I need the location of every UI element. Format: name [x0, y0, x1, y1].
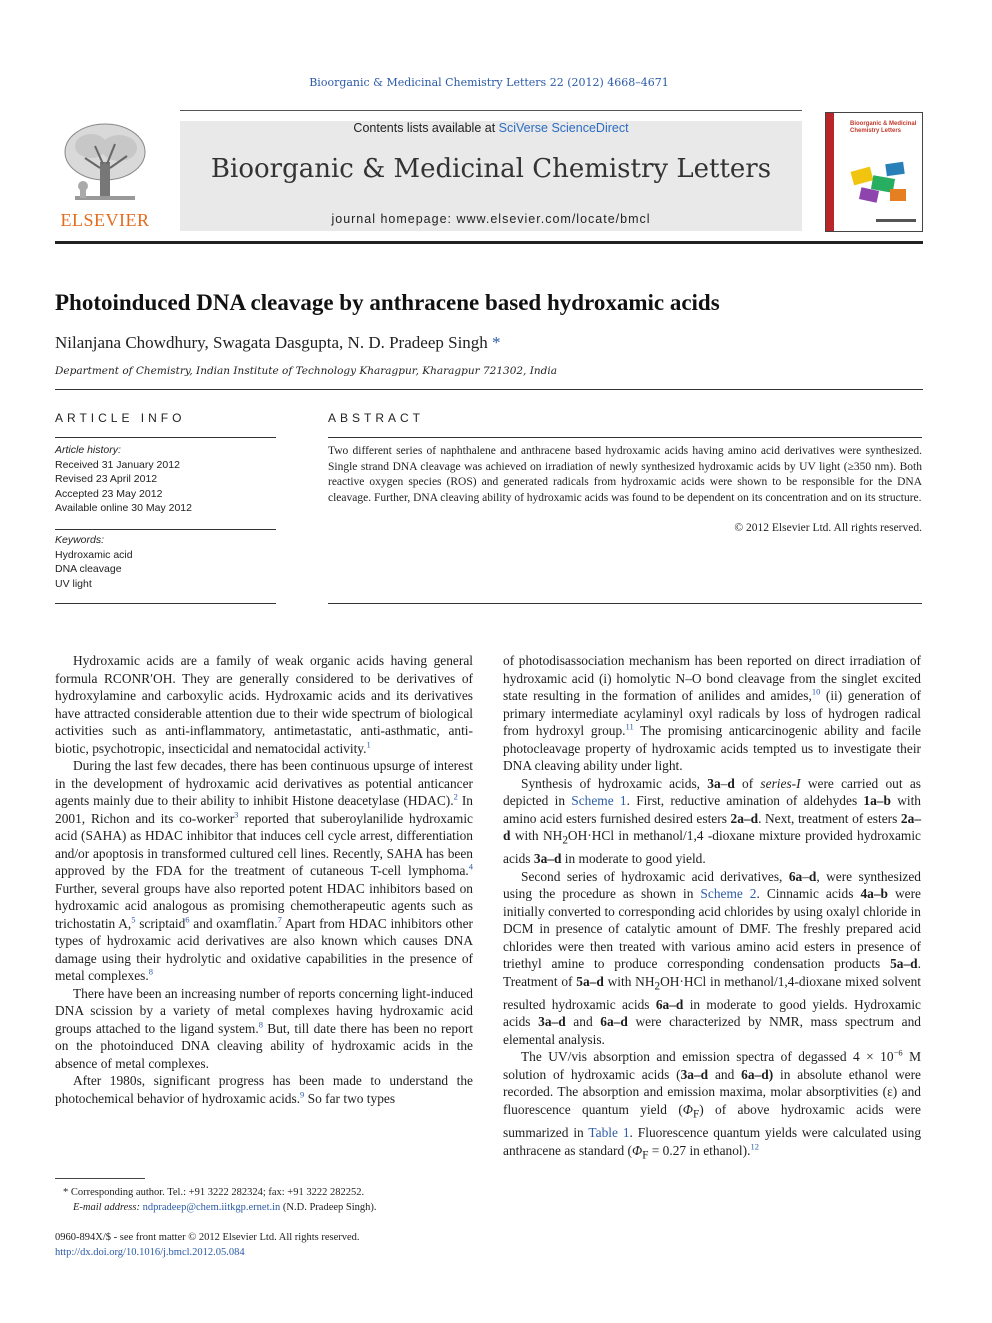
- keyword-item: Hydroxamic acid: [55, 548, 133, 561]
- history-accepted: Accepted 23 May 2012: [55, 487, 163, 500]
- paragraph: Hydroxamic acids are a family of weak organic acids having general formula RCONR′OH. They are generally considered to be derivatives of hydroxylamine and carboxylic acids. Hydroxamic acids and its derivatives have attracted considerable attention due to their wide spectrum of biological activities such as anti-inflammatory, antimetastatic, anti-asthmatic, anti-biotic, psychotropic, insecticidal and nematocidal activity.$^1$: [55, 653, 473, 756]
- cover-footer-mark: [876, 219, 916, 222]
- footnote-rule: [55, 1178, 145, 1179]
- doi-link[interactable]: http://dx.doi.org/10.1016/j.bmcl.2012.05.084: [55, 1247, 245, 1258]
- paragraph: Synthesis of hydroxamic acids, 3a–d of series-I were carried out as depicted in Scheme 1. First, reductive amination of aldehydes 1a–b with amino acid esters furnished desired esters 2a–d. Next, treatment of esters 2a–d with $NH_2OH\cdot HCl$ in methanol/1,4 -dioxane mixture provided hydroxamic acids 3a–d in moderate to good yield.: [503, 775, 922, 867]
- abstract-text: Two different series of naphthalene and anthracene based hydroxamic acids having amino acid derivatives were synthesized. Single strand DNA cleavage was achieved on irradiation of newly synthesized hydroxamic acids by UV light (≥350 nm). Both reactive oxygen species (ROS) and generated radicals from hydroxamic acids were shown to be responsible for the DNA cleavage. Further, DNA cleaving ability of hydroxamic acids was found to be dependent on its concentration and on its structure.: [328, 445, 922, 505]
- history-revised: Revised 23 April 2012: [55, 473, 158, 485]
- affiliation: Department of Chemistry, Indian Institute of Technology Kharagpur, Kharagpur 721302, India: [55, 365, 557, 377]
- abstract-bottom-rule: [328, 603, 922, 604]
- email-suffix: (N.D. Pradeep Singh).: [280, 1202, 377, 1213]
- email-link[interactable]: ndpradeep@chem.iitkgp.ernet.in: [142, 1202, 281, 1213]
- contents-line: [180, 121, 802, 135]
- authors-text: Nilanjana Chowdhury, Swagata Dasgupta, N. D. Pradeep Singh: [55, 333, 488, 352]
- reference-link[interactable]: 7: [277, 914, 282, 925]
- abstract-rule: [328, 437, 922, 438]
- reference-link[interactable]: 8: [258, 1019, 263, 1030]
- keyword-item: DNA cleavage: [55, 563, 122, 575]
- corresponding-author-footnote: [55, 1185, 475, 1215]
- keywords-rule: [55, 529, 276, 530]
- title-divider: [55, 389, 923, 390]
- journal-citation[interactable]: Bioorganic & Medicinal Chemistry Letters 22 (2012) 4668–4671: [309, 76, 669, 89]
- reference-link[interactable]: 10: [811, 686, 821, 697]
- body-column-right: [503, 652, 921, 1165]
- issn-line: 0960-894X/$ - see front matter © 2012 Elsevier Ltd. All rights reserved.: [55, 1232, 360, 1243]
- footnote-contact: Corresponding author. Tel.: +91 3222 282324; fax: +91 3222 282252.: [68, 1187, 365, 1198]
- journal-cover-thumbnail[interactable]: [825, 112, 923, 232]
- abstract-copyright: © 2012 Elsevier Ltd. All rights reserved.: [734, 522, 922, 534]
- article-info-heading: ARTICLE INFO: [55, 411, 186, 425]
- reference-link[interactable]: 12: [750, 1141, 759, 1152]
- keywords: [55, 533, 276, 591]
- corresponding-author-mark[interactable]: *: [492, 333, 501, 352]
- body-column-left: [55, 652, 473, 1107]
- keyword-item: UV light: [55, 577, 92, 590]
- paragraph: of photodisassociation mechanism has been reported on direct irradiation of hydroxamic acid (i) homolytic N–O bond cleavage from the singlet excited state resulting in the formation of anilides and amides,$^{10}$ (ii) generation of primary intermediate acylaminyl oxyl radicals by loss of hydrogen radical from hydroxyl group.$^{11}$ The promising anticarcinogenic ability and facile photocleavage property of hydroxamic acids tempted us to investigate their DNA cleaving ability under light.: [503, 653, 922, 773]
- footnote-mark: *: [63, 1187, 69, 1198]
- journal-title: Bioorganic & Medicinal Chemistry Letters: [210, 154, 772, 184]
- article-title: Photoinduced DNA cleavage by anthracene based hydroxamic acids: [55, 290, 720, 315]
- email-label: E-mail address:: [73, 1202, 143, 1213]
- reference-link[interactable]: 8: [148, 966, 153, 977]
- tree-icon: [55, 118, 155, 210]
- paragraph: After 1980s, significant progress has been made to understand the photochemical behavior of hydroxamic acids.$^9$ So far two types: [55, 1073, 473, 1106]
- article-info-rule: [55, 437, 276, 438]
- reference-link[interactable]: 11: [625, 721, 634, 732]
- author-list: [55, 333, 925, 353]
- header-bottom-rule: [55, 241, 923, 244]
- abstract-heading: ABSTRACT: [328, 411, 425, 425]
- reference-link[interactable]: 3: [234, 809, 239, 820]
- header-top-rule: [180, 110, 802, 111]
- history-online: Available online 30 May 2012: [55, 502, 192, 514]
- paragraph: During the last few decades, there has been continuous upsurge of interest in the development of hydroxamic acid derivatives as potential anticancer agents mainly due to their ability to inhibit Histone deacetylase (HDAC).$^2$ In 2001, Richon and its co-worker$^3$ reported that suberoylanilide hydroxamic acid (SAHA) as HDAC inhibitor that induces cell cycle arrest, differentiation and/or apoptosis in transformed cultured cell lines. Recently, SAHA has been approved by the FDA for the treatment of cutaneous T-cell lymphoma.$^4$ Further, several groups have also reported potent HDAC inhibitors based on hydroxamic acid analogous as promising chemotherapeutic agents such as trichostatin A,$^5$ scriptaid$^6$ and oxamflatin.$^7$ Apart from HDAC inhibitors other types of hydroxamic acid derivatives are also known which causes DNA damage using their hydrolytic and oxidative capabilities in the presence of metal complexes.$^8$: [55, 758, 473, 983]
- journal-homepage[interactable]: journal homepage: www.elsevier.com/locate/bmcl: [331, 212, 651, 226]
- cover-title: Bioorganic & Medicinal Chemistry Letters: [850, 121, 917, 134]
- cover-molecule-icon: [846, 155, 916, 210]
- cover-strip: [826, 113, 834, 231]
- table-1-link[interactable]: Table 1: [588, 1125, 630, 1141]
- reference-link[interactable]: 2: [453, 791, 458, 802]
- issn-block: [55, 1230, 495, 1260]
- keywords-label: Keywords:: [55, 534, 105, 546]
- publisher-name: ELSEVIER: [60, 210, 150, 230]
- paragraph: The UV/vis absorption and emission spectra of degassed $4 \times 10^{-6}$ M solution of hydroxamic acids (3a–d and 6a–d) in absolute ethanol were recorded. The absorption and emission maxima, molar absorptivities (ε) and fluorescence quantum yield $(\Phi_F)$ of above hydroxamic acids were summarized in Table 1. Fluorescence quantum yields were calculated using anthracene as standard ($\Phi_F = 0.27$ in ethanol).$^{12}$: [503, 1047, 922, 1162]
- article-history: [55, 443, 276, 516]
- article-info-bottom-rule: [55, 603, 276, 604]
- history-received: Received 31 January 2012: [55, 458, 180, 471]
- scheme-2-link[interactable]: Scheme 2: [700, 886, 757, 902]
- contents-prefix: Contents lists available at: [353, 121, 499, 135]
- reference-link[interactable]: 5: [131, 914, 136, 925]
- history-label: Article history:: [55, 444, 121, 456]
- reference-link[interactable]: 1: [366, 739, 371, 750]
- sciverse-link[interactable]: SciVerse ScienceDirect: [498, 121, 629, 135]
- reference-link[interactable]: 9: [300, 1089, 305, 1100]
- reference-link[interactable]: 4: [468, 861, 473, 872]
- scheme-1-link[interactable]: Scheme 1: [571, 793, 627, 808]
- paragraph: There have been an increasing number of reports concerning light-induced DNA scission by a variety of metal complexes having hydroxamic acid groups attached to the ligand system.$^8$ But, till date there has been no report on the photoinduced DNA cleaving ability of hydroxamic acids in the absence of metal complexes.: [55, 985, 473, 1071]
- reference-link[interactable]: 6: [185, 914, 190, 925]
- paragraph: Second series of hydroxamic acid derivatives, 6a–d, were synthesized using the procedure as shown in Scheme 2. Cinnamic acids 4a–b were initially converted to corresponding acid chlorides by using oxalyl chloride in DCM in presence of catalytic amount of DMF. The freshly prepared acid chlorides were then treated with various amino acid esters in presence of triethyl amine to produce corresponding condensation products 5a–d. Treatment of 5a–d with $NH_2OH\cdot HCl$ in methanol/1,4-dioxane mixed solvent resulted hydroxamic acids 6a–d in moderate to good yields. Hydroxamic acids 3a–d and 6a–d were characterized by NMR, mass spectrum and elemental analysis.: [503, 868, 922, 1047]
